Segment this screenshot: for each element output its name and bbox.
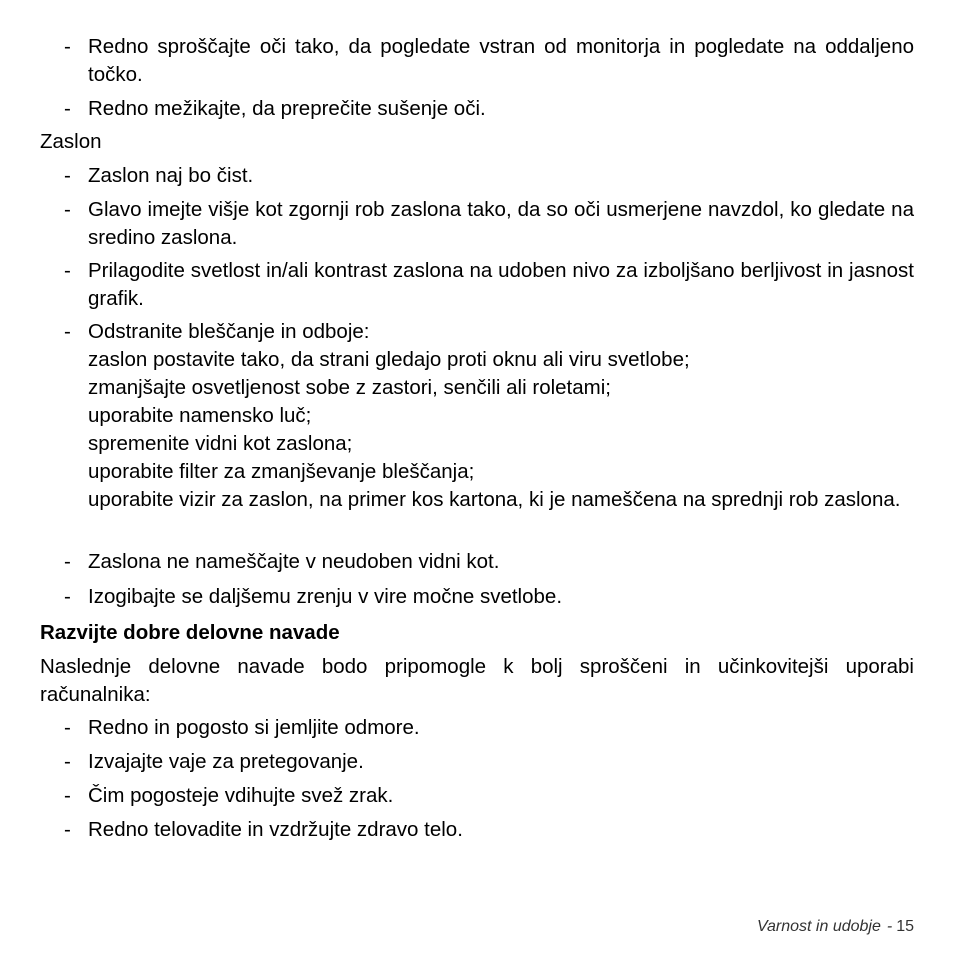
list-item: [40, 33, 914, 89]
list-dash: -: [64, 818, 71, 841]
list-item-glare: [40, 318, 914, 514]
list-item: [40, 583, 914, 611]
list-item-text: Redno in pogosto si jemljite odmore.: [88, 716, 420, 739]
list-dash: -: [64, 585, 71, 608]
list-item-text: Čim pogosteje vdihujte svež zrak.: [88, 784, 394, 807]
list-item-text: Izvajajte vaje za pretegovanje.: [88, 750, 364, 773]
list-item: [40, 782, 914, 810]
list-item: [40, 748, 914, 776]
list-dash: -: [64, 164, 71, 187]
list-dash: -: [64, 320, 71, 343]
list-dash: -: [64, 784, 71, 807]
list-item: [40, 816, 914, 844]
glare-line: spremenite vidni kot zaslona;: [88, 432, 353, 455]
list-item-text: Redno telovadite in vzdržujte zdravo telo.: [88, 818, 463, 841]
list-item-text: Zaslona ne nameščajte v neudoben vidni kot.: [88, 550, 500, 573]
list-item: [40, 95, 914, 123]
list-item-text: Izogibajte se daljšemu zrenju v vire močne svetlobe.: [88, 585, 563, 608]
list-item-text: Prilagodite svetlost in/ali kontrast zaslona na udoben nivo za izboljšano berljivost in jasnost grafik.: [88, 259, 914, 310]
list-dash: -: [64, 35, 71, 58]
list-item: [40, 257, 914, 313]
list-item: [40, 714, 914, 742]
list-item: [40, 162, 914, 190]
glare-line: uporabite filter za zmanjševanje bleščanja;: [88, 460, 475, 483]
list-dash: -: [64, 550, 71, 573]
list-dash: -: [64, 97, 71, 120]
glare-line: uporabite namensko luč;: [88, 404, 312, 427]
glare-line: zmanjšajte osvetljenost sobe z zastori, senčili ali roletami;: [88, 376, 611, 399]
list-item-text: Zaslon naj bo čist.: [88, 164, 254, 187]
section-heading: Razvijte dobre delovne navade: [40, 621, 340, 644]
list-dash: -: [64, 716, 71, 739]
intro-paragraph: Naslednje delovne navade bodo pripomogle k bolj sproščeni in učinkovitejši uporabi računalnika:: [40, 655, 914, 706]
list-item-text: Redno mežikajte, da preprečite sušenje oči.: [88, 97, 486, 120]
section-label-zaslon: Zaslon: [40, 130, 102, 153]
list-item: [40, 548, 914, 576]
list-item: [40, 196, 914, 252]
list-dash: -: [64, 198, 71, 221]
list-item-text: Redno sproščajte oči tako, da pogledate vstran od monitorja in pogledate na oddaljeno točko.: [88, 35, 914, 86]
page-number: 15: [896, 918, 914, 935]
list-dash: -: [64, 259, 71, 282]
footer-separator: -: [886, 918, 893, 935]
list-item-text: Glavo imejte višje kot zgornji rob zaslona tako, da so oči usmerjene navzdol, ko gledate na sredino zaslona.: [88, 198, 914, 249]
glare-line: zaslon postavite tako, da strani gledajo proti oknu ali viru svetlobe;: [88, 348, 690, 371]
footer-section-title: Varnost in udobje: [756, 918, 881, 935]
page-footer: [757, 917, 914, 937]
glare-line: uporabite vizir za zaslon, na primer kos kartona, ki je nameščena na sprednji rob zaslona.: [88, 488, 901, 511]
list-dash: -: [64, 750, 71, 773]
list-item-text: Odstranite bleščanje in odboje:: [88, 320, 370, 343]
